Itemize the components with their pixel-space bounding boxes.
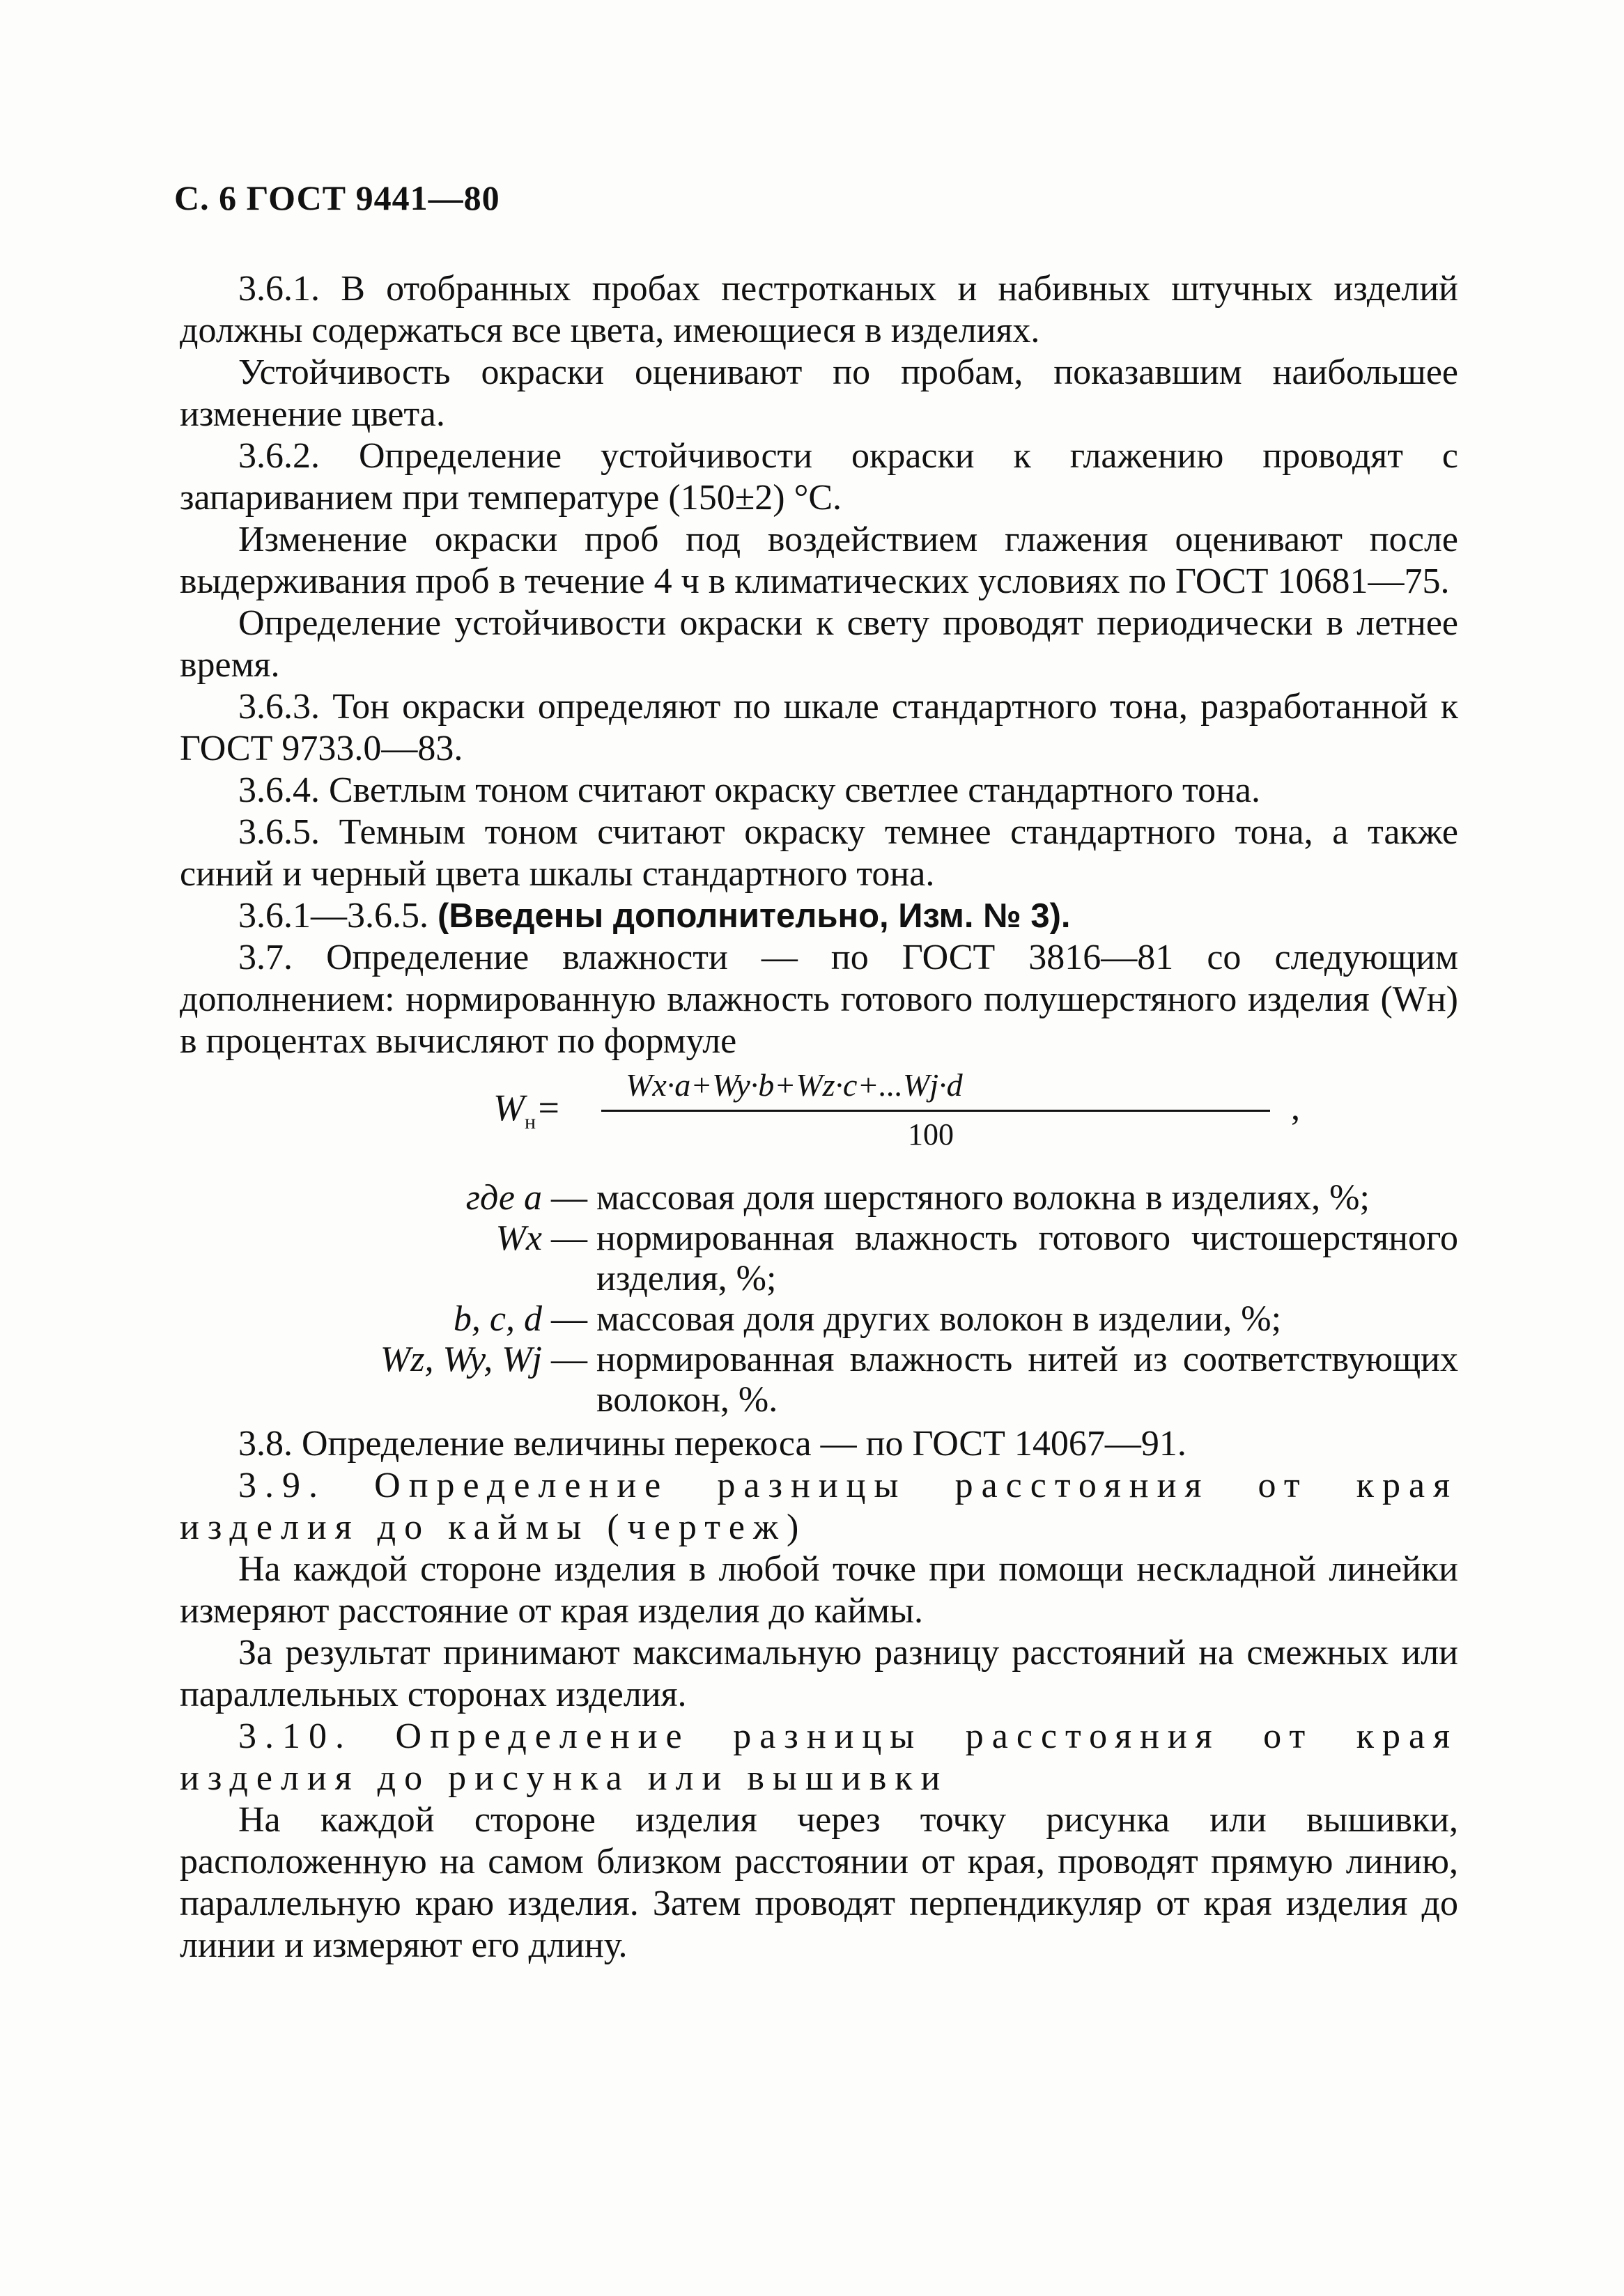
paragraph-3-6-1-cont: Устойчивость окраски оценивают по пробам, показавшим наибольшее изменение цвета.: [180, 352, 1458, 434]
definition-term: где a: [465, 1178, 542, 1218]
formula-lhs: $W_н=$: [493, 1087, 562, 1133]
paragraph-3-6-4: 3.6.4. Светлым тоном считают окраску светлее стандартного тона.: [238, 770, 1260, 810]
paragraph-3-6-2: 3.6.2. Определение устойчивости окраски к глажению проводят с запариванием при температуре (150±2) °С.: [180, 436, 1458, 518]
definition-row: b, c, d — массовая доля других волокон в изделии, %;: [180, 1299, 1458, 1340]
formula-numerator: Wx·a+Wy·b+Wz·c+...Wj·d: [626, 1067, 963, 1103]
definition-row: Wz, Wy, Wj — нормированная влажность нитей из соответствующих волокон, %.: [180, 1340, 1458, 1420]
page-header: С. 6 ГОСТ 9441—80: [174, 178, 500, 217]
section-title-3-9: 3.9. Определение разницы расстояния от края изделия до каймы (чертеж): [180, 1466, 1458, 1547]
definition-text: массовая доля других волокон в изделии, %;: [596, 1299, 1282, 1339]
paragraph-3-6-5: 3.6.5. Темным тоном считают окраску темнее стандартного тона, а также синий и черный цвета шкалы стандартного тона.: [180, 812, 1458, 894]
paragraph-3-7: 3.7. Определение влажности — по ГОСТ 3816—81 со следующим дополнением: нормированную влажность готового полушерстяного изделия (Wн) в процентах вычисляют по формуле: [180, 938, 1458, 1061]
definition-term: Wz, Wy, Wj: [380, 1340, 542, 1379]
definition-row: Wx — нормированная влажность готового чистошерстяного изделия, %;: [180, 1218, 1458, 1299]
moisture-formula: [180, 1066, 1458, 1157]
paragraph-3-6-2-cont: Изменение окраски проб под воздействием глажения оценивают после выдерживания проб в течение 4 ч в климатических условиях по ГОСТ 10681—75.: [180, 520, 1458, 601]
formula-comma: ,: [1291, 1088, 1300, 1128]
section-title-3-10: 3.10. Определение разницы расстояния от края изделия до рисунка или вышивки: [180, 1716, 1458, 1798]
paragraph-3-6-1: 3.6.1. В отобранных пробах пестротканых и набивных штучных изделий должны содержаться все цвета, имеющиеся в изделиях.: [180, 269, 1458, 350]
formula-denominator: 100: [908, 1117, 954, 1151]
paragraph-3-10: На каждой стороне изделия через точку рисунка или вышивки, расположенную на самом близком расстоянии от края, проводят прямую линию, параллельную краю изделия. Затем проводят перпендикуляр от края изделия до линии и измеряют его длину.: [180, 1800, 1458, 1965]
paragraph-3-9-a: На каждой стороне изделия в любой точке при помощи нескладной линейки измеряют расстояние от края изделия до каймы.: [180, 1549, 1458, 1631]
definition-text: нормированная влажность готового чистошерстяного изделия, %;: [596, 1218, 1458, 1298]
formula-definitions: [180, 1178, 1458, 1420]
amendment-note: [180, 895, 1458, 937]
definition-term: Wx: [495, 1218, 542, 1258]
paragraph-3-9-b: За результат принимают максимальную разницу расстояний на смежных или параллельных сторонах изделия.: [180, 1633, 1458, 1714]
paragraph-3-6-2-light: Определение устойчивости окраски к свету проводят периодически в летнее время.: [180, 603, 1458, 685]
definition-text: нормированная влажность нитей из соответствующих волокон, %.: [596, 1340, 1458, 1420]
amendment-range: 3.6.1—3.6.5.: [238, 896, 438, 936]
amendment-bold: (Введены дополнительно, Изм. № 3).: [438, 897, 1071, 935]
paragraph-3-6-3: 3.6.3. Тон окраски определяют по шкале стандартного тона, разработанной к ГОСТ 9733.0—83.: [180, 687, 1458, 768]
definition-row: где a — массовая доля шерстяного волокна в изделиях, %;: [180, 1178, 1458, 1218]
fraction-bar: [601, 1110, 1270, 1112]
definition-text: массовая доля шерстяного волокна в изделиях, %;: [596, 1178, 1370, 1218]
definition-term: b, c, d: [453, 1299, 542, 1339]
paragraph-3-8: 3.8. Определение величины перекоса — по ГОСТ 14067—91.: [238, 1424, 1186, 1464]
document-body: [180, 268, 1458, 1967]
